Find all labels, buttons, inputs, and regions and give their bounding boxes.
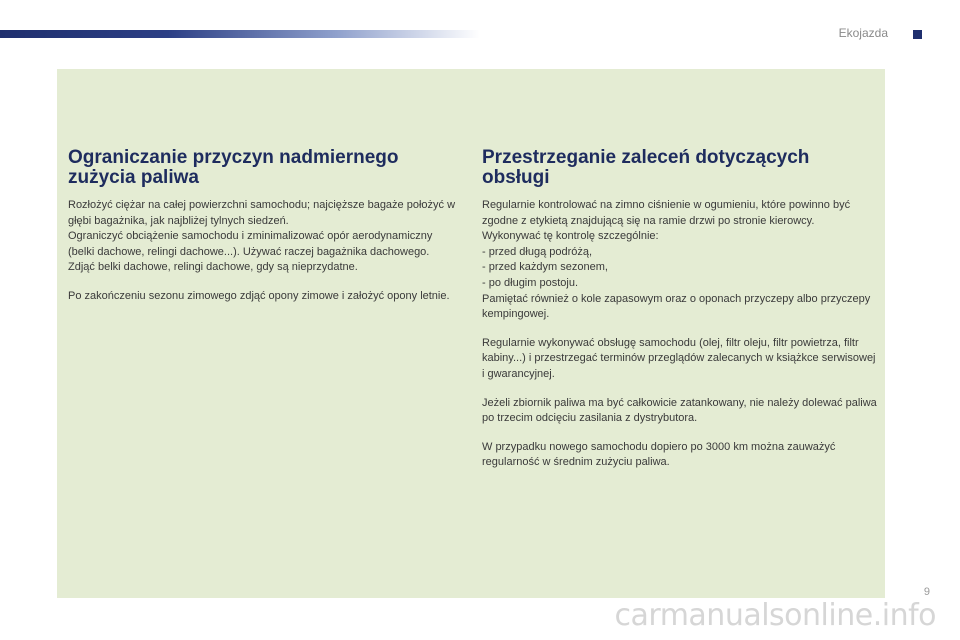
right-paragraph-3: Jeżeli zbiornik paliwa ma być całkowicie zatankowany, nie należy dolewać paliwa po trzecim odcięciu zasilania z dystrybutora. bbox=[482, 396, 877, 425]
right-paragraph-1: Regularnie kontrolować na zimno ciśnienie w ogumieniu, które powinno być zgodne z etykietą znajdującą się na ramie drzwi po stronie kierowcy. Wykonywać tę kontrolę szczególnie: - przed długą podróżą, - przed każdym sezonem, - po długim postoju. Pamiętać również o kole zapasowym oraz o oponach przyczepy albo przyczepy kempingowej. bbox=[482, 199, 871, 321]
page-number: 9 bbox=[923, 586, 930, 598]
left-paragraph-2: Po zakończeniu sezonu zimowego zdjąć opony zimowe i założyć opony letnie. bbox=[68, 289, 450, 302]
right-heading: Przestrzeganie zaleceń dotyczących obsługi bbox=[482, 147, 810, 188]
right-paragraph-2: Regularnie wykonywać obsługę samochodu (olej, filtr oleju, filtr powietrza, filtr kabiny...) i przestrzegać terminów przeglądów zalecanych w książkce serwisowej i gwarancyjnej. bbox=[482, 336, 876, 380]
left-column bbox=[68, 148, 460, 318]
watermark: carmanualsonline.info bbox=[614, 598, 936, 633]
right-column bbox=[482, 148, 877, 484]
section-marker-square bbox=[913, 30, 922, 39]
section-title: Ekojazda bbox=[838, 26, 888, 40]
left-heading: Ograniczanie przyczyn nadmiernego zużycia paliwa bbox=[68, 147, 399, 188]
header-gradient-bar bbox=[0, 30, 480, 38]
right-paragraph-4: W przypadku nowego samochodu dopiero po 3000 km można zauważyć regularność w średnim zużyciu paliwa. bbox=[482, 440, 836, 469]
left-paragraph-1: Rozłożyć ciężar na całej powierzchni samochodu; najcięższe bagaże położyć w głębi bagażnika, jak najbliżej tylnych siedzeń. Ograniczyć obciążenie samochodu i zminimalizować opór aerodynamiczny (belki dachowe, relingi dachowe...). Używać raczej bagażnika dachowego. Zdjąć belki dachowe, relingi dachowe, gdy są nieprzydatne. bbox=[68, 199, 456, 274]
